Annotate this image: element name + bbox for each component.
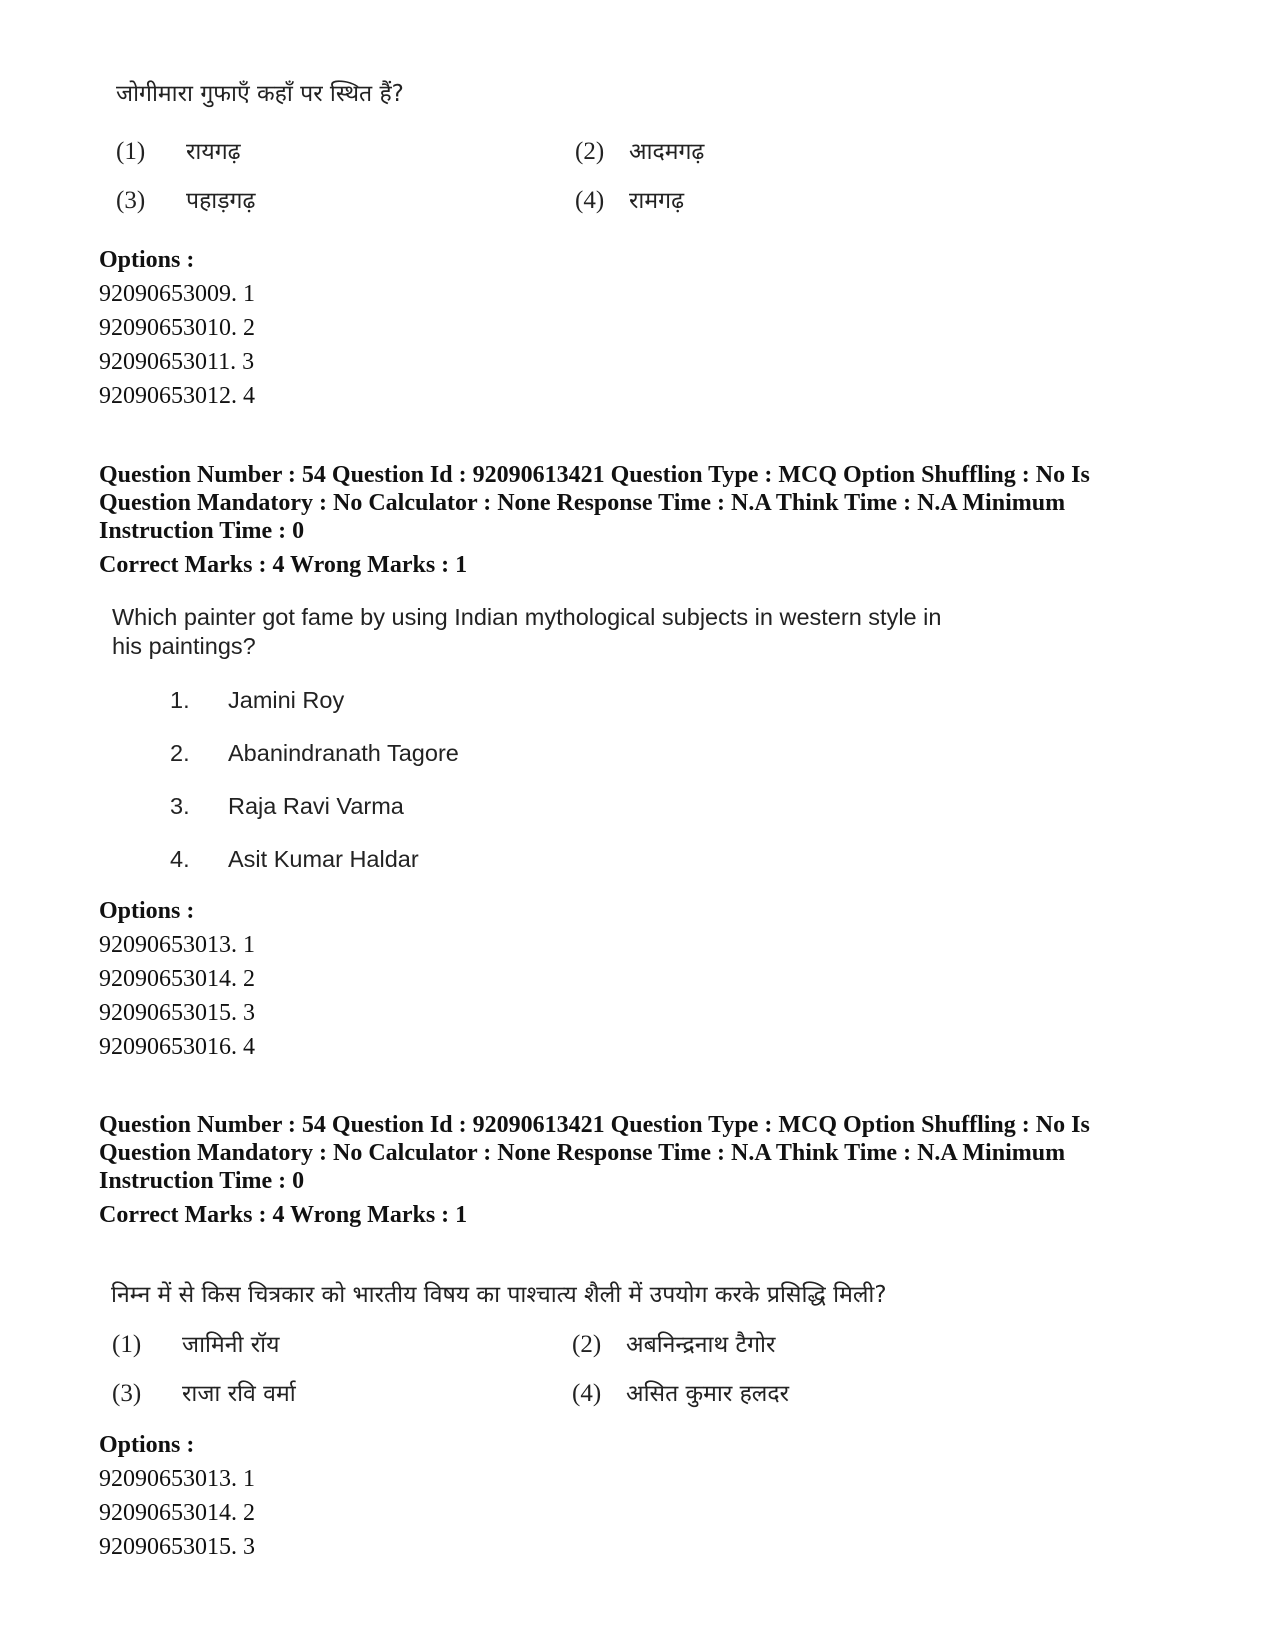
option-id: 92090653013. 1 — [99, 1466, 255, 1492]
option-id: 92090653014. 2 — [99, 966, 255, 992]
question-meta: Question Number : 54 Question Id : 92090613421 Question Type : MCQ Option Shuffling : No Is Question Mandatory : No Calculator : None Response Time : N.A Think Time : N.A Minimum Instruction Time : 0 — [99, 462, 1090, 544]
question-text: जोगीमारा गुफाएँ कहाँ पर स्थित हैं? — [116, 81, 404, 107]
option-2: 2. Abanindranath Tagore — [170, 740, 459, 766]
options-label: Options : — [99, 898, 195, 924]
option-id: 92090653015. 3 — [99, 1534, 255, 1560]
option-1: (1) जामिनी रॉय — [112, 1331, 280, 1358]
option-4: (4) रामगढ़ — [575, 187, 685, 214]
option-4: (4) असित कुमार हलदर — [572, 1380, 790, 1407]
option-id: 92090653012. 4 — [99, 383, 255, 409]
question-text: Which painter got fame by using Indian mythological subjects in western style in his paintings? — [112, 604, 942, 659]
option-3: 3. Raja Ravi Varma — [170, 793, 404, 819]
option-3: (3) पहाड़गढ़ — [116, 187, 256, 214]
option-3: (3) राजा रवि वर्मा — [112, 1380, 296, 1407]
option-2: (2) आदमगढ़ — [575, 138, 705, 165]
option-1: (1) रायगढ़ — [116, 138, 241, 165]
option-id: 92090653015. 3 — [99, 1000, 255, 1026]
marks-info: Correct Marks : 4 Wrong Marks : 1 — [99, 552, 468, 578]
option-id: 92090653009. 1 — [99, 281, 255, 307]
option-1: 1. Jamini Roy — [170, 687, 345, 713]
question-meta: Question Number : 54 Question Id : 92090613421 Question Type : MCQ Option Shuffling : No Is Question Mandatory : No Calculator : None Response Time : N.A Think Time : N.A Minimum Instruction Time : 0 — [99, 1112, 1090, 1194]
options-label: Options : — [99, 1432, 195, 1458]
question-text: निम्न में से किस चित्रकार को भारतीय विषय का पाश्चात्य शैली में उपयोग करके प्रसिद्धि मिली? — [111, 1282, 887, 1308]
option-4: 4. Asit Kumar Haldar — [170, 846, 419, 872]
option-id: 92090653011. 3 — [99, 349, 255, 375]
option-id: 92090653014. 2 — [99, 1500, 255, 1526]
option-id: 92090653013. 1 — [99, 932, 255, 958]
option-id: 92090653010. 2 — [99, 315, 255, 341]
option-2: (2) अबनिन्द्रनाथ टैगोर — [572, 1331, 776, 1358]
options-label: Options : — [99, 247, 195, 273]
marks-info: Correct Marks : 4 Wrong Marks : 1 — [99, 1202, 468, 1228]
option-id: 92090653016. 4 — [99, 1034, 255, 1060]
